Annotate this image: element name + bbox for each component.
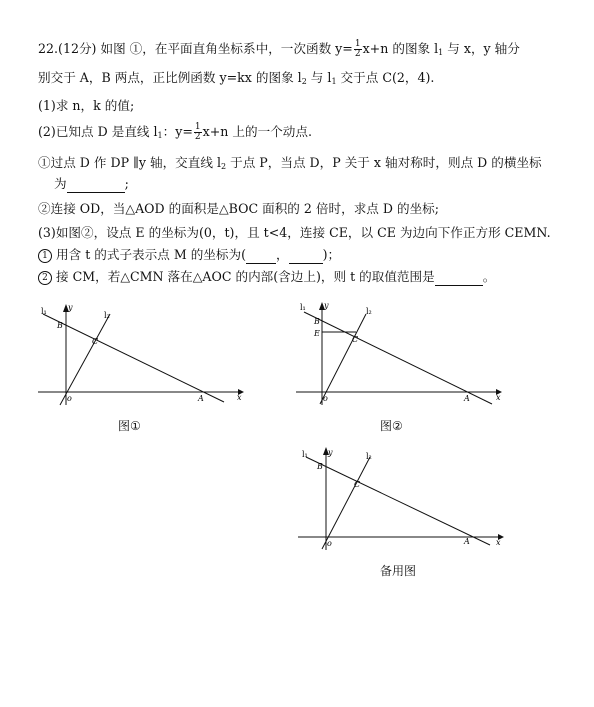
q2-1-text-d: ;: [124, 176, 129, 191]
question-3-2: [38, 269, 495, 286]
label-l1: l₁: [302, 450, 308, 459]
q2-text-a: (2)已知点 D 是直线 l: [38, 124, 158, 139]
figure-3: [298, 445, 508, 555]
label-C: C: [352, 335, 359, 344]
problem-header: 22.(12分) 如图 ①，在平面直角坐标系中，一次函数 y=: [38, 41, 353, 56]
figure-1: [38, 300, 248, 410]
label-x: x: [237, 393, 242, 402]
problem-line-2: [38, 70, 434, 90]
label-A: A: [464, 537, 470, 546]
problem-header-tail-2: 与 x，y 轴分: [443, 41, 520, 56]
line-l2: [60, 314, 110, 405]
subscript: 2: [301, 77, 307, 86]
figure-3-caption: 备用图: [380, 564, 417, 578]
label-l1: l₁: [300, 303, 306, 312]
circled-number: 1: [38, 249, 52, 263]
subscript: 2: [221, 162, 227, 171]
label-o: o: [67, 394, 72, 403]
figure-2-caption: 图②: [380, 419, 403, 433]
label-A: A: [198, 394, 204, 403]
question-3-1: [38, 247, 340, 264]
fraction-half: [354, 40, 362, 59]
line-l1: [304, 312, 492, 404]
q3-1-text-a: 用含 t 的式子表示点 M 的坐标为(: [56, 247, 247, 262]
q2-1-text-b: 于点 P，当点 D，P 关于 x 轴对称时，则点 D 的横坐标: [226, 155, 542, 170]
q2-text-b: ：y=: [162, 124, 193, 139]
line-l1: [43, 314, 224, 402]
line2-text-c: 交于点 C(2，4).: [336, 70, 435, 85]
problem-line-1: [38, 40, 520, 61]
line-l2: [320, 314, 366, 404]
answer-blank[interactable]: [289, 247, 323, 264]
label-B: B: [57, 321, 63, 330]
label-y: y: [324, 301, 329, 310]
question-1: (1)求 n，k 的值;: [38, 98, 135, 113]
label-y: y: [68, 303, 73, 312]
label-x: x: [496, 538, 501, 547]
label-y: y: [328, 448, 333, 457]
label-l1: l₁: [41, 307, 47, 316]
answer-blank[interactable]: [435, 269, 483, 286]
label-o: o: [327, 539, 332, 548]
label-C: C: [354, 480, 361, 489]
label-l2: l₂: [366, 307, 372, 316]
subscript: 1: [438, 48, 444, 57]
label-B: B: [317, 462, 323, 471]
subscript: 1: [157, 131, 163, 140]
fraction-numerator: 1: [194, 122, 201, 132]
label-x: x: [496, 393, 501, 402]
line-l1: [306, 457, 490, 545]
q3-1-comma: ，: [276, 247, 289, 262]
fraction-denominator: 2: [194, 132, 201, 142]
subscript: 1: [331, 77, 337, 86]
problem-header-tail: x+n 的图象 l: [362, 41, 439, 56]
line2-text: 别交于 A，B 两点，正比例函数 y=kx 的图象 l: [38, 70, 302, 85]
figure-2: [296, 300, 506, 410]
label-A: A: [464, 394, 470, 403]
fraction-denominator: 2: [354, 49, 361, 59]
answer-blank[interactable]: [246, 247, 276, 264]
q3-2-text-b: 。: [482, 269, 496, 284]
q2-1-text-c: 为: [54, 176, 67, 191]
fraction-half: [194, 123, 202, 142]
circled-number: 2: [38, 271, 52, 285]
figure-1-caption: 图①: [118, 419, 141, 433]
label-o: o: [323, 394, 328, 403]
question-3: (3)如图②，设点 E 的坐标为(0，t)，且 t<4，连接 CE，以 CE 为边向下作正方形 CEMN.: [38, 225, 551, 240]
question-2-1-blank-line: [54, 176, 129, 193]
question-2-2: ②连接 OD，当△AOD 的面积是△BOC 面积的 2 倍时，求点 D 的坐标;: [38, 201, 440, 216]
question-2: [38, 123, 312, 144]
label-l2: l₂: [366, 452, 372, 461]
q2-text-c: x+n 上的一个动点.: [202, 124, 312, 139]
label-B: B: [314, 317, 320, 326]
label-E: E: [314, 329, 320, 338]
label-l2: l₂: [104, 311, 110, 320]
q3-1-text-b: )；: [322, 247, 341, 262]
q3-2-text-a: 接 CM，若△CMN 落在△AOC 的内部(含边上)，则 t 的取值范围是: [56, 269, 435, 284]
q2-1-text-a: ①过点 D 作 DP ∥y 轴，交直线 l: [38, 155, 221, 170]
fraction-numerator: 1: [354, 39, 361, 49]
label-C: C: [92, 337, 99, 346]
line-l2: [322, 457, 370, 549]
line2-text-b: 与 l: [306, 70, 332, 85]
answer-blank[interactable]: [67, 176, 125, 193]
question-2-1: [38, 155, 542, 175]
